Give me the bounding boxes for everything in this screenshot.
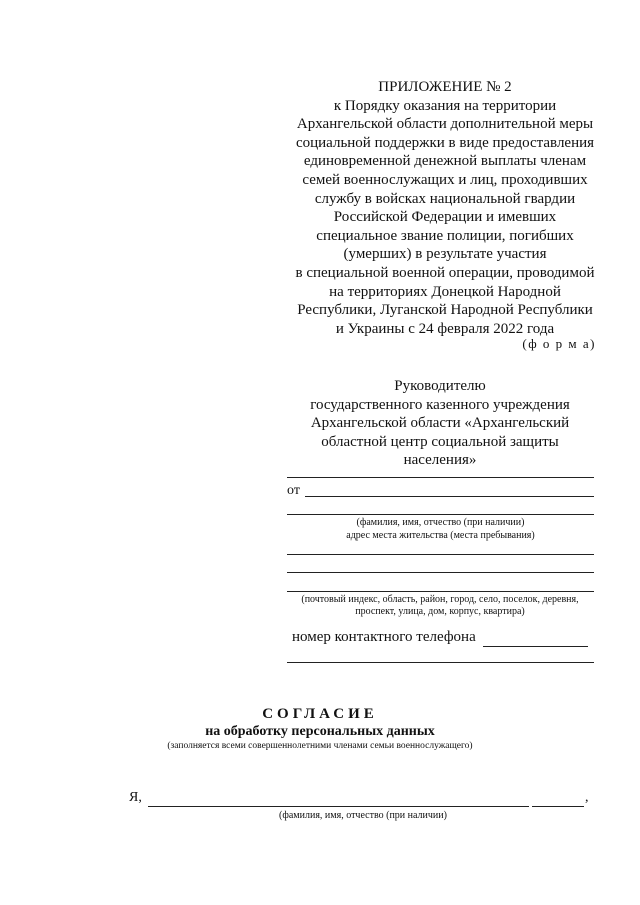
consent-title: СОГЛАСИЕ	[262, 706, 378, 722]
addressee-line: государственного казенного учреждения	[310, 396, 570, 413]
appendix-line: единовременной денежной выплаты членам	[303, 153, 587, 170]
extra-fill-line[interactable]	[287, 662, 594, 663]
addressee-line: Архангельской области «Архангельский	[310, 415, 570, 431]
address-fill-line-2[interactable]	[287, 572, 594, 573]
comma: ,	[585, 790, 589, 805]
appendix-line: специальное звание полиции, погибших	[316, 227, 574, 244]
appendix-line: Республики, Луганской Народной Республики	[297, 302, 593, 319]
consent-fio-hint: (фамилия, имя, отчество (при наличии)	[279, 810, 447, 821]
appendix-line: семей военнослужащих и лиц, проходивших	[302, 171, 588, 188]
postal-hint-1: (почтовый индекс, область, район, город, село, поселок, деревня,	[301, 594, 579, 605]
addressee-line: областной центр социальной защиты	[321, 433, 559, 450]
consent-fio-fill-line[interactable]	[148, 806, 529, 807]
address-fill-line-1[interactable]	[287, 554, 594, 555]
address-fill-line-3[interactable]	[287, 591, 594, 592]
appendix-header	[280, 78, 610, 338]
phone-label: номер контактного телефона	[292, 629, 476, 645]
fio-hint: (фамилия, имя, отчество (при наличии)	[356, 517, 525, 528]
ya-label: Я,	[129, 790, 142, 805]
consent-subtitle: на обработку персональных данных	[205, 724, 435, 739]
consent-fio-fill-line-short[interactable]	[532, 806, 584, 807]
phone-fill-line[interactable]	[483, 646, 588, 647]
postal-hint-2: проспект, улица, дом, корпус, квартира)	[355, 606, 525, 617]
from-label: от	[287, 483, 300, 498]
addressee-line: населения»	[403, 452, 477, 468]
appendix-line: в специальной военной операции, проводимой	[295, 264, 595, 281]
appendix-title: ПРИЛОЖЕНИЕ № 2	[378, 79, 512, 95]
addressee-line: Руководителю	[394, 378, 486, 394]
appendix-line: Российской Федерации и имевших	[333, 209, 557, 226]
consent-note: (заполняется всеми совершеннолетними членами семьи военнослужащего)	[167, 741, 473, 751]
fio-fill-line[interactable]	[287, 514, 594, 515]
appendix-line: и Украины с 24 февраля 2022 года	[335, 320, 555, 337]
from-fill-line[interactable]	[305, 496, 594, 497]
appendix-line: службу в войсках национальной гвардии	[314, 190, 576, 207]
addressee-block	[290, 377, 590, 470]
appendix-line: на территориях Донецкой Народной	[329, 283, 561, 300]
appendix-line: социальной поддержки в виде предоставления	[295, 134, 595, 151]
appendix-line: (умерших) в результате участия	[343, 246, 547, 263]
addressee-fill-line[interactable]	[287, 477, 594, 478]
address-hint: адрес места жительства (места пребывания)	[346, 530, 535, 541]
appendix-line: Архангельской области дополнительной меры	[296, 116, 594, 133]
appendix-line: к Порядку оказания на территории	[333, 97, 557, 114]
form-label: (ф о р м а)	[522, 336, 596, 351]
